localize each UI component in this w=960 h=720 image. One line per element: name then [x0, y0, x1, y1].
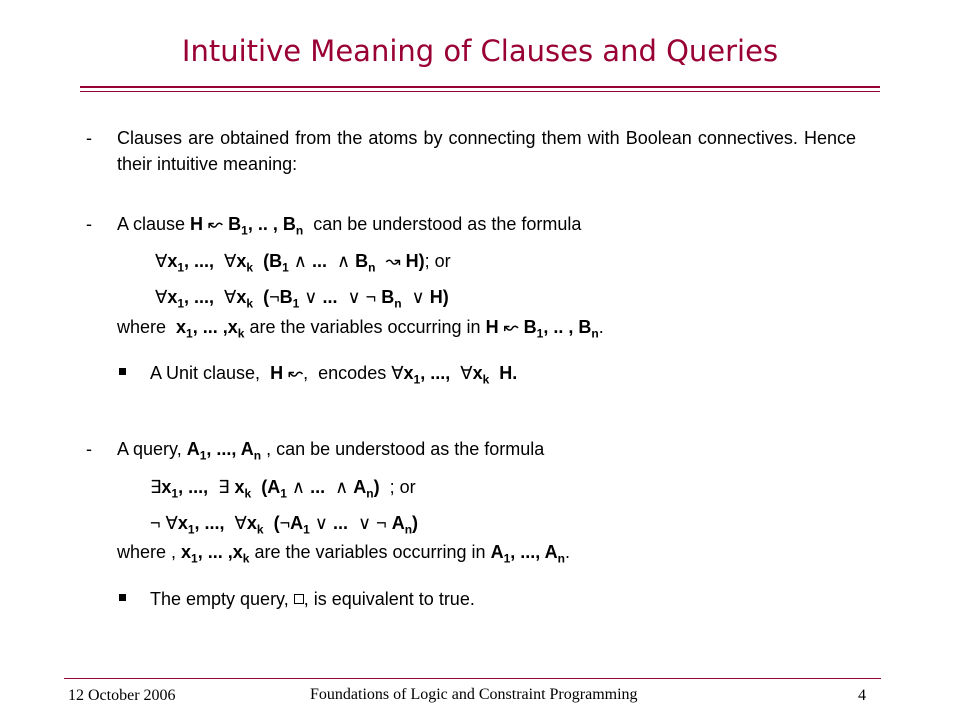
clause-intro: A clause H ↜ $B_1$, .. , $B_n$ can be understood as the formula [117, 214, 582, 238]
empty-query-box-icon [294, 594, 304, 604]
clause-formula-1: $\forall x_1$, ..., $\forall x_k$ ($B_1$ ∧ ... ∧ $B_n$ ↝ H); or [155, 251, 451, 275]
clause-where: where $x_1$, ... $,x_k$ are the variables occurring in H ↜ $B_1$, .. , $B_n$. [117, 317, 604, 341]
slide-title: Intuitive Meaning of Clauses and Queries [181, 34, 779, 68]
query-where: where , $x_1$, ... $,x_k$ are the variables occurring in $A_1$, ..., $A_n$. [117, 542, 570, 566]
bullet-square [119, 368, 126, 375]
footer-rule [64, 678, 881, 679]
query-formula-2: ¬ $\forall x_1$, ..., $\forall x_k$ ($\neg A_1$ ∨ ... ∨ ¬ $A_n$) [150, 513, 419, 537]
page-number: 4 [858, 687, 866, 704]
title-underline-thin [80, 91, 880, 92]
bullet-square [119, 594, 126, 601]
section3-dash: - [86, 439, 92, 459]
footer-title: Foundations of Logic and Constraint Programming [310, 686, 638, 703]
section1-dash: - [86, 128, 92, 148]
footer-date: 12 October 2006 [68, 687, 176, 704]
unit-clause-bullet: A Unit clause, H ↜, encodes $\forall x_1$, ..., $\forall x_k$ H. [150, 363, 518, 387]
section1-text: Clauses are obtained from the atoms by connecting them with Boolean connectives. Hence their intuitive meaning: [117, 128, 856, 174]
title-underline [80, 86, 880, 88]
empty-query-bullet: The empty query, , is equivalent to true. [150, 589, 475, 609]
query-intro: A query, $A_1$, ..., $A_n$ , can be understood as the formula [117, 439, 545, 463]
clause-formula-2: $\forall x_1$, ..., $\forall x_k$ ($\neg B_1$ ∨ ... ∨ ¬ $B_n$ ∨ H) [155, 287, 449, 311]
section2-dash: - [86, 214, 92, 234]
query-formula-1: $\exists x_1$, ..., ∃ $x_k$ ($A_1$ ∧ ... ∧ $A_n$) ; or [150, 477, 416, 501]
